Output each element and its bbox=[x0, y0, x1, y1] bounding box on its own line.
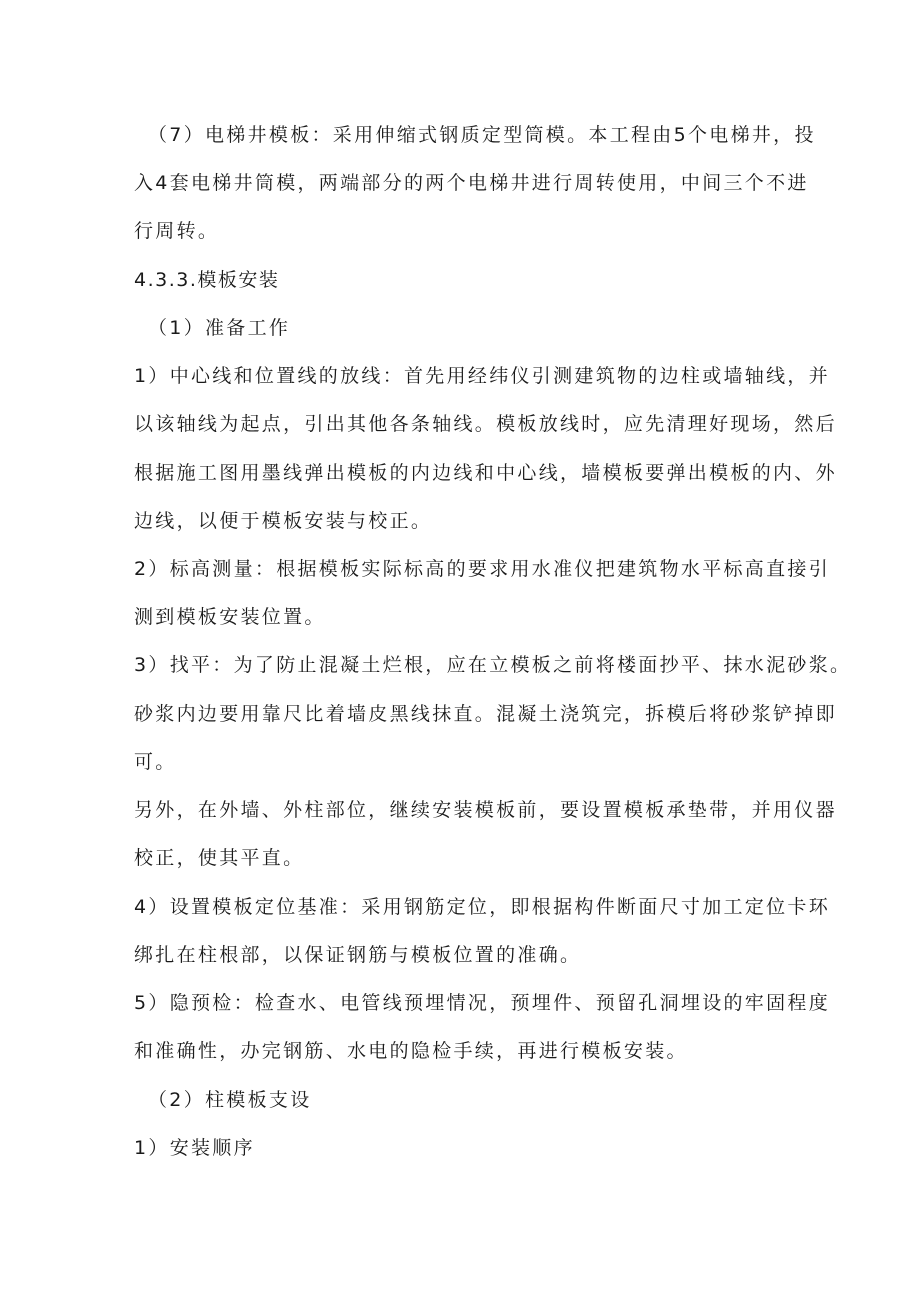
paragraph-line: 砂浆内边要用靠尺比着墙皮黑线抹直。混凝土浇筑完，拆模后将砂浆铲掉即 bbox=[134, 703, 837, 725]
paragraph-line: 和准确性，办完钢筋、水电的隐检手续，再进行模板安装。 bbox=[134, 1040, 688, 1062]
paragraph-line: 绑扎在柱根部，以保证钢筋与模板位置的准确。 bbox=[134, 944, 582, 966]
paragraph-line: 根据施工图用墨线弹出模板的内边线和中心线，墙模板要弹出模板的内、外 bbox=[134, 462, 837, 484]
paragraph-line: （7）电梯井模板：采用伸缩式钢质定型筒模。本工程由5个电梯井，投 bbox=[148, 124, 816, 146]
paragraph-line: 3）找平：为了防止混凝土烂根，应在立模板之前将楼面抄平、抹水泥砂浆。 bbox=[134, 654, 852, 676]
paragraph-line: 边线，以便于模板安装与校正。 bbox=[134, 510, 433, 532]
paragraph-line: 入4套电梯井筒模，两端部分的两个电梯井进行周转使用，中间三个不进 bbox=[134, 172, 809, 194]
paragraph-line: 测到模板安装位置。 bbox=[134, 606, 326, 628]
paragraph-line: 行周转。 bbox=[134, 220, 220, 242]
paragraph-line: 1）安装顺序 bbox=[134, 1137, 255, 1159]
subsection-heading: （2）柱模板支设 bbox=[148, 1089, 312, 1111]
section-heading: 4.3.3.模板安装 bbox=[134, 269, 280, 291]
paragraph-line: 4）设置模板定位基准：采用钢筋定位，即根据构件断面尺寸加工定位卡环 bbox=[134, 896, 830, 918]
paragraph-line: 校正，使其平直。 bbox=[134, 847, 305, 869]
paragraph-line: 可。 bbox=[134, 751, 177, 773]
paragraph-line: 另外，在外墙、外柱部位，继续安装模板前，要设置模板承垫带，并用仪器 bbox=[134, 799, 837, 821]
paragraph-line: 1）中心线和位置线的放线：首先用经纬仪引测建筑物的边柱或墙轴线，并 bbox=[134, 365, 830, 387]
paragraph-line: 以该轴线为起点，引出其他各条轴线。模板放线时，应先清理好现场，然后 bbox=[134, 413, 837, 435]
paragraph-line: 5）隐预检：检查水、电管线预埋情况，预埋件、预留孔洞埋设的牢固程度 bbox=[134, 992, 830, 1014]
paragraph-line: 2）标高测量：根据模板实际标高的要求用水准仪把建筑物水平标高直接引 bbox=[134, 558, 830, 580]
subsection-heading: （1）准备工作 bbox=[148, 317, 291, 339]
